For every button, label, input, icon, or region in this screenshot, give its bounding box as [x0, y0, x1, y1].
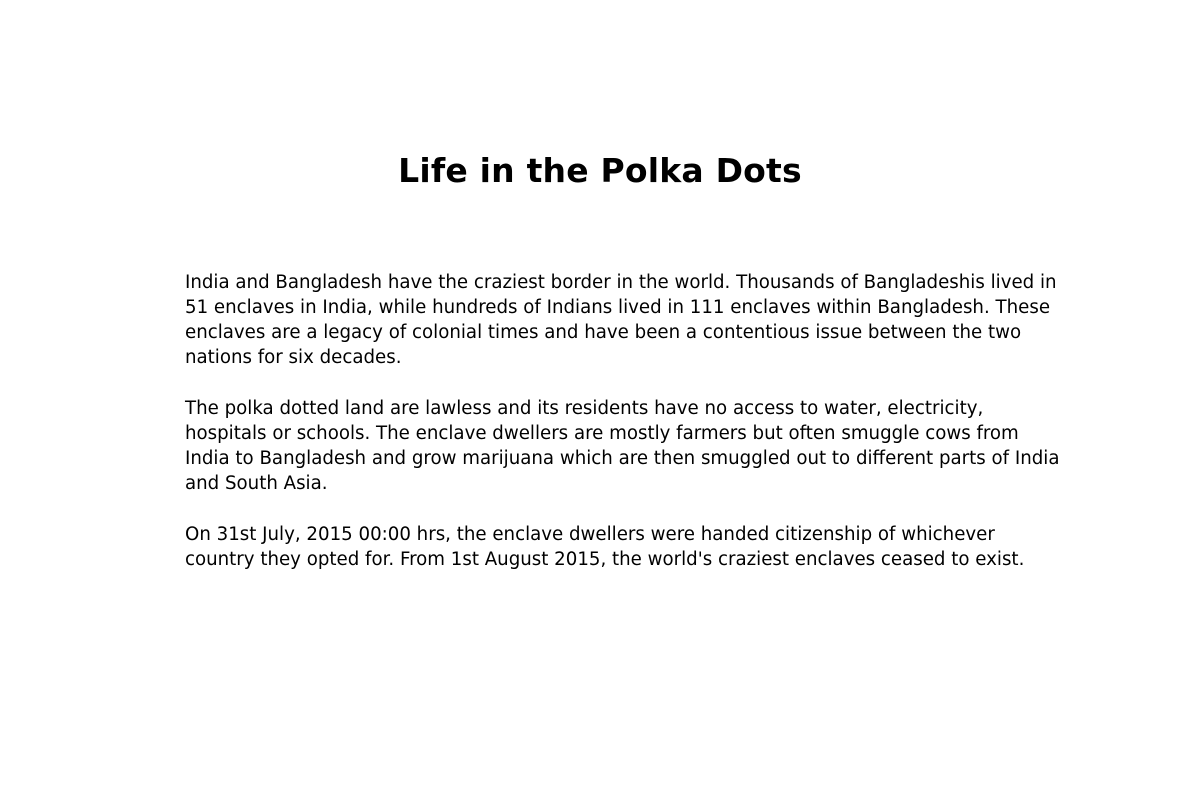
paragraph-conditions: The polka dotted land are lawless and its residents have no access to water, electricity, hospitals or schools. The enclave dwellers are mostly farmers but often smuggle cows from India to Bangladesh and grow marijuana which are then smuggled out to different parts of India and South Asia.	[185, 398, 1060, 494]
page-title: Life in the Polka Dots	[398, 151, 802, 190]
paragraph-intro: India and Bangladesh have the craziest border in the world. Thousands of Bangladeshis lived in 51 enclaves in India, while hundreds of Indians lived in 111 enclaves within Bangladesh. These enclaves are a legacy of colonial times and have been a contentious issue between the two nations for six decades.	[185, 272, 1057, 368]
paragraph-resolution: On 31st July, 2015 00:00 hrs, the enclave dwellers were handed citizenship of whichever country they opted for. From 1st August 2015, the world's craziest enclaves ceased to exist.	[185, 524, 1025, 570]
article-body	[185, 270, 1060, 598]
